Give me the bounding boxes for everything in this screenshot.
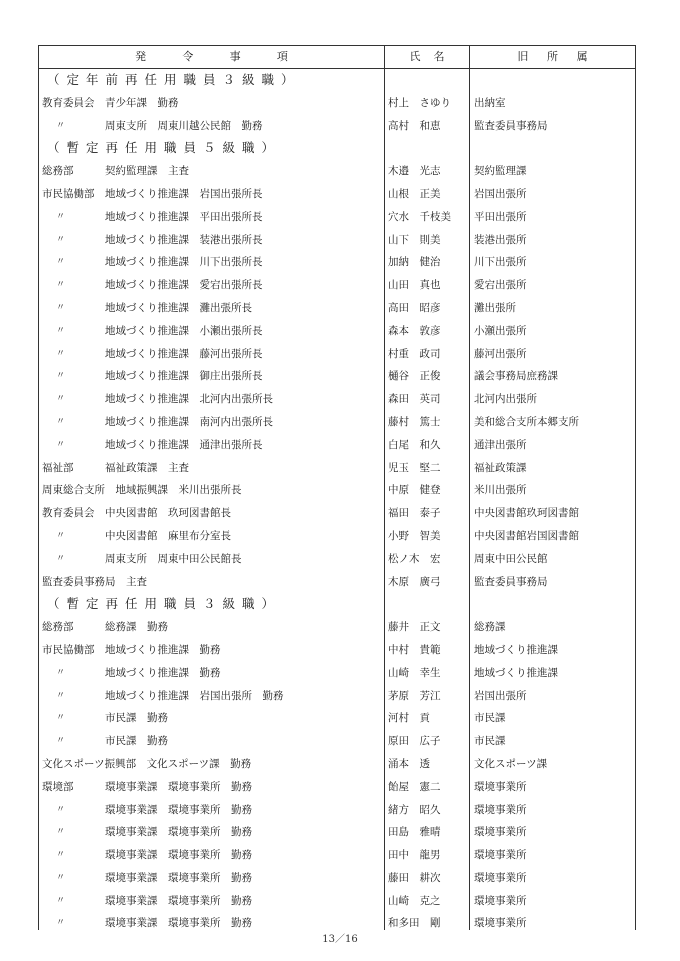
appointment-detail: 環境事業課 環境事業所 勤務	[105, 917, 252, 930]
section-heading-row	[0, 69, 680, 92]
appointment-detail: 総務課 勤務	[105, 621, 168, 634]
appointment-department: 福祉部	[42, 461, 74, 474]
table-row	[0, 183, 680, 206]
employee-name: 飴屋 憲二	[388, 780, 441, 793]
old-affiliation: 環境事業所	[474, 780, 527, 793]
table-row	[0, 730, 680, 753]
ditto-mark: 〃	[56, 827, 66, 838]
employee-name: 田中 龍男	[388, 849, 441, 862]
employee-name: 山下 則美	[388, 233, 441, 246]
appointment-detail: 地域づくり推進課 愛宕出張所長	[105, 279, 263, 292]
appointment-detail: 地域づくり推進課 御庄出張所長	[105, 370, 263, 383]
employee-name: 白尾 和久	[388, 438, 441, 451]
ditto-mark: 〃	[56, 348, 66, 359]
ditto-mark: 〃	[56, 394, 66, 405]
table-row	[0, 821, 680, 844]
ditto-mark: 〃	[56, 713, 66, 724]
appointment-detail: 地域づくり推進課 装港出張所長	[105, 233, 263, 246]
ditto-mark: 〃	[56, 850, 66, 861]
old-affiliation: 環境事業所	[474, 849, 527, 862]
header-old-affiliation	[470, 46, 635, 68]
table-row	[0, 685, 680, 708]
employee-name: 藤村 篤士	[388, 415, 441, 428]
old-affiliation: 岩国出張所	[474, 689, 527, 702]
appointment-department: 市民協働部	[42, 187, 95, 200]
employee-name: 村重 政司	[388, 347, 441, 360]
table-row	[0, 639, 680, 662]
table-row	[0, 890, 680, 913]
header-appointment-char: 事	[229, 50, 241, 63]
table-row	[0, 206, 680, 229]
employee-name: 中村 貴範	[388, 643, 441, 656]
table-row	[0, 548, 680, 571]
table-row	[0, 274, 680, 297]
old-affiliation: 総務課	[474, 621, 506, 634]
old-affiliation: 環境事業所	[474, 826, 527, 839]
old-affiliation: 契約監理課	[474, 165, 527, 178]
ditto-mark: 〃	[56, 804, 66, 815]
table-row	[0, 365, 680, 388]
employee-name: 涌本 透	[388, 757, 430, 770]
old-affiliation: 環境事業所	[474, 894, 527, 907]
appointment-detail: 地域づくり推進課 南河内出張所長	[105, 415, 273, 428]
ditto-mark: 〃	[56, 918, 66, 929]
old-affiliation: 環境事業所	[474, 871, 527, 884]
table-row	[0, 753, 680, 776]
appointment-department: 総務部	[42, 621, 74, 634]
appointment-detail: 地域づくり推進課 勤務	[105, 643, 221, 656]
old-affiliation: 地域づくり推進課	[474, 666, 558, 679]
section-heading: （暫定再任用職員３級職）	[47, 596, 282, 612]
old-affiliation: 米川出張所	[474, 484, 527, 497]
table-row	[0, 388, 680, 411]
ditto-mark: 〃	[56, 325, 66, 336]
ditto-mark: 〃	[56, 553, 66, 564]
employee-name: 福田 泰子	[388, 507, 441, 520]
ditto-mark: 〃	[56, 234, 66, 245]
appointment-department: 教育委員会	[42, 507, 95, 520]
ditto-mark: 〃	[56, 690, 66, 701]
header-appointment-char: 発	[135, 50, 147, 63]
appointment-department: 市民協働部	[42, 643, 95, 656]
table-row	[0, 844, 680, 867]
table-row	[0, 320, 680, 343]
employee-name: 木原 廣弓	[388, 575, 441, 588]
appointment-detail: 中央図書館 玖珂図書館長	[105, 507, 231, 520]
table-row	[0, 707, 680, 730]
old-affiliation: 市民課	[474, 712, 506, 725]
old-affiliation: 美和総合支所本郷支所	[474, 415, 579, 428]
employee-name: 松ノ木 宏	[388, 552, 441, 565]
appointment-detail: 地域づくり推進課 灘出張所長	[105, 301, 252, 314]
table-row	[0, 251, 680, 274]
table-row	[0, 434, 680, 457]
ditto-mark: 〃	[56, 530, 66, 541]
ditto-mark: 〃	[56, 736, 66, 747]
employee-name: 中原 健登	[388, 484, 441, 497]
page-number: 13／16	[322, 934, 358, 945]
employee-name: 茅原 芳江	[388, 689, 441, 702]
appointment-detail: 地域づくり推進課 北河内出張所長	[105, 393, 273, 406]
old-affiliation: 中央図書館岩国図書館	[474, 529, 579, 542]
appointment-department: 周東総合支所 地域振興課 米川出張所長	[42, 484, 242, 497]
old-affiliation: 灘出張所	[474, 301, 516, 314]
appointment-detail: 地域づくり推進課 岩国出張所長	[105, 187, 263, 200]
ditto-mark: 〃	[56, 895, 66, 906]
old-affiliation: 愛宕出張所	[474, 279, 527, 292]
employee-name: 樋谷 正俊	[388, 370, 441, 383]
header-appointment-char: 項	[276, 50, 288, 63]
old-affiliation: 岩国出張所	[474, 187, 527, 200]
old-affiliation: 藤河出張所	[474, 347, 527, 360]
appointment-detail: 地域づくり推進課 藤河出張所長	[105, 347, 263, 360]
appointment-detail: 市民課 勤務	[105, 712, 168, 725]
old-affiliation: 周東中田公民館	[474, 552, 548, 565]
table-row	[0, 297, 680, 320]
ditto-mark: 〃	[56, 211, 66, 222]
appointment-detail: 青少年課 勤務	[105, 96, 179, 109]
employee-name: 小野 智美	[388, 529, 441, 542]
employee-name: 田島 雅晴	[388, 826, 441, 839]
employee-name: 森田 英司	[388, 393, 441, 406]
old-affiliation: 地域づくり推進課	[474, 643, 558, 656]
employee-name: 高田 昭彦	[388, 301, 441, 314]
personnel-table-body	[0, 69, 680, 935]
employee-name: 高村 和恵	[388, 119, 441, 132]
table-row	[0, 776, 680, 799]
table-row	[0, 662, 680, 685]
old-affiliation: 通津出張所	[474, 438, 527, 451]
old-affiliation: 市民課	[474, 735, 506, 748]
appointment-detail: 地域づくり推進課 小瀬出張所長	[105, 324, 263, 337]
ditto-mark: 〃	[56, 371, 66, 382]
old-affiliation: 小瀬出張所	[474, 324, 527, 337]
old-affiliation: 環境事業所	[474, 803, 527, 816]
old-affiliation: 出納室	[474, 96, 506, 109]
employee-name: 藤田 耕次	[388, 871, 441, 884]
employee-name: 木邉 光志	[388, 165, 441, 178]
appointment-detail: 環境事業課 環境事業所 勤務	[105, 780, 252, 793]
old-affiliation: 川下出張所	[474, 256, 527, 269]
ditto-mark: 〃	[56, 257, 66, 268]
appointment-detail: 周東支所 周東川越公民館 勤務	[105, 119, 263, 132]
ditto-mark: 〃	[56, 872, 66, 883]
section-heading-row	[0, 137, 680, 160]
employee-name: 藤井 正文	[388, 621, 441, 634]
ditto-mark: 〃	[56, 439, 66, 450]
employee-name: 児玉 堅二	[388, 461, 441, 474]
table-row	[0, 411, 680, 434]
old-affiliation: 装港出張所	[474, 233, 527, 246]
ditto-mark: 〃	[56, 416, 66, 427]
old-affiliation: 監査委員事務局	[474, 119, 548, 132]
employee-name: 穴水 千枝美	[388, 210, 451, 223]
appointment-detail: 環境事業課 環境事業所 勤務	[105, 849, 252, 862]
employee-name: 山崎 克之	[388, 894, 441, 907]
header-appointment-char: 令	[182, 50, 194, 63]
table-row	[0, 799, 680, 822]
table-row	[0, 502, 680, 525]
table-row	[0, 616, 680, 639]
old-affiliation: 文化スポーツ課	[474, 757, 548, 770]
appointment-department: 総務部	[42, 165, 74, 178]
employee-name: 原田 広子	[388, 735, 441, 748]
appointment-detail: 環境事業課 環境事業所 勤務	[105, 803, 252, 816]
employee-name: 山崎 幸生	[388, 666, 441, 679]
appointment-detail: 地域づくり推進課 勤務	[105, 666, 221, 679]
employee-name: 森本 敦彦	[388, 324, 441, 337]
employee-name: 緒方 昭久	[388, 803, 441, 816]
header-name	[385, 46, 469, 68]
section-heading-row	[0, 593, 680, 616]
appointment-detail: 契約監理課 主査	[105, 165, 189, 178]
employee-name: 河村 貢	[388, 712, 430, 725]
section-heading: （定年前再任用職員３級職）	[47, 72, 301, 87]
appointment-detail: 中央図書館 麻里布分室長	[105, 529, 231, 542]
appointment-detail: 福祉政策課 主査	[105, 461, 189, 474]
old-affiliation: 環境事業所	[474, 917, 527, 930]
table-row	[0, 571, 680, 594]
header-old-affiliation-char: 旧	[517, 50, 529, 63]
old-affiliation: 福祉政策課	[474, 461, 527, 474]
appointment-detail: 市民課 勤務	[105, 735, 168, 748]
old-affiliation: 平田出張所	[474, 210, 527, 223]
old-affiliation: 議会事務局庶務課	[474, 370, 558, 383]
appointment-detail: 環境事業課 環境事業所 勤務	[105, 894, 252, 907]
ditto-mark: 〃	[56, 280, 66, 291]
header-appointment	[39, 46, 384, 68]
old-affiliation: 北河内出張所	[474, 393, 537, 406]
appointment-department: 教育委員会	[42, 96, 95, 109]
table-row	[0, 160, 680, 183]
table-row	[0, 867, 680, 890]
employee-name: 山根 正美	[388, 187, 441, 200]
appointment-detail: 地域づくり推進課 川下出張所長	[105, 256, 263, 269]
employee-name: 加納 健治	[388, 256, 441, 269]
appointment-detail: 地域づくり推進課 通津出張所長	[105, 438, 263, 451]
appointment-detail: 周東支所 周東中田公民館長	[105, 552, 242, 565]
employee-name: 山田 真也	[388, 279, 441, 292]
header-name-char: 名	[433, 50, 445, 63]
header-name-char: 氏	[409, 50, 421, 63]
appointment-detail: 地域づくり推進課 平田出張所長	[105, 210, 263, 223]
appointment-detail: 地域づくり推進課 岩国出張所 勤務	[105, 689, 284, 702]
ditto-mark: 〃	[56, 667, 66, 678]
old-affiliation: 監査委員事務局	[474, 575, 548, 588]
appointment-detail: 環境事業課 環境事業所 勤務	[105, 826, 252, 839]
section-heading: （暫定再任用職員５級職）	[47, 140, 282, 156]
table-row	[0, 343, 680, 366]
header-old-affiliation-char: 所	[546, 50, 558, 63]
old-affiliation: 中央図書館玖珂図書館	[474, 507, 579, 520]
appointment-department: 文化スポーツ振興部 文化スポーツ課 勤務	[42, 757, 252, 770]
table-row	[0, 229, 680, 252]
appointment-department: 監査委員事務局 主査	[42, 575, 147, 588]
table-row	[0, 479, 680, 502]
table-row	[0, 92, 680, 115]
employee-name: 村上 さゆり	[388, 96, 451, 109]
table-row	[0, 457, 680, 480]
appointment-department: 環境部	[42, 780, 74, 793]
ditto-mark: 〃	[56, 302, 66, 313]
table-row	[0, 115, 680, 138]
ditto-mark: 〃	[56, 120, 66, 131]
table-row	[0, 525, 680, 548]
appointment-detail: 環境事業課 環境事業所 勤務	[105, 871, 252, 884]
employee-name: 和多田 剛	[388, 917, 441, 930]
header-old-affiliation-char: 属	[576, 50, 588, 63]
